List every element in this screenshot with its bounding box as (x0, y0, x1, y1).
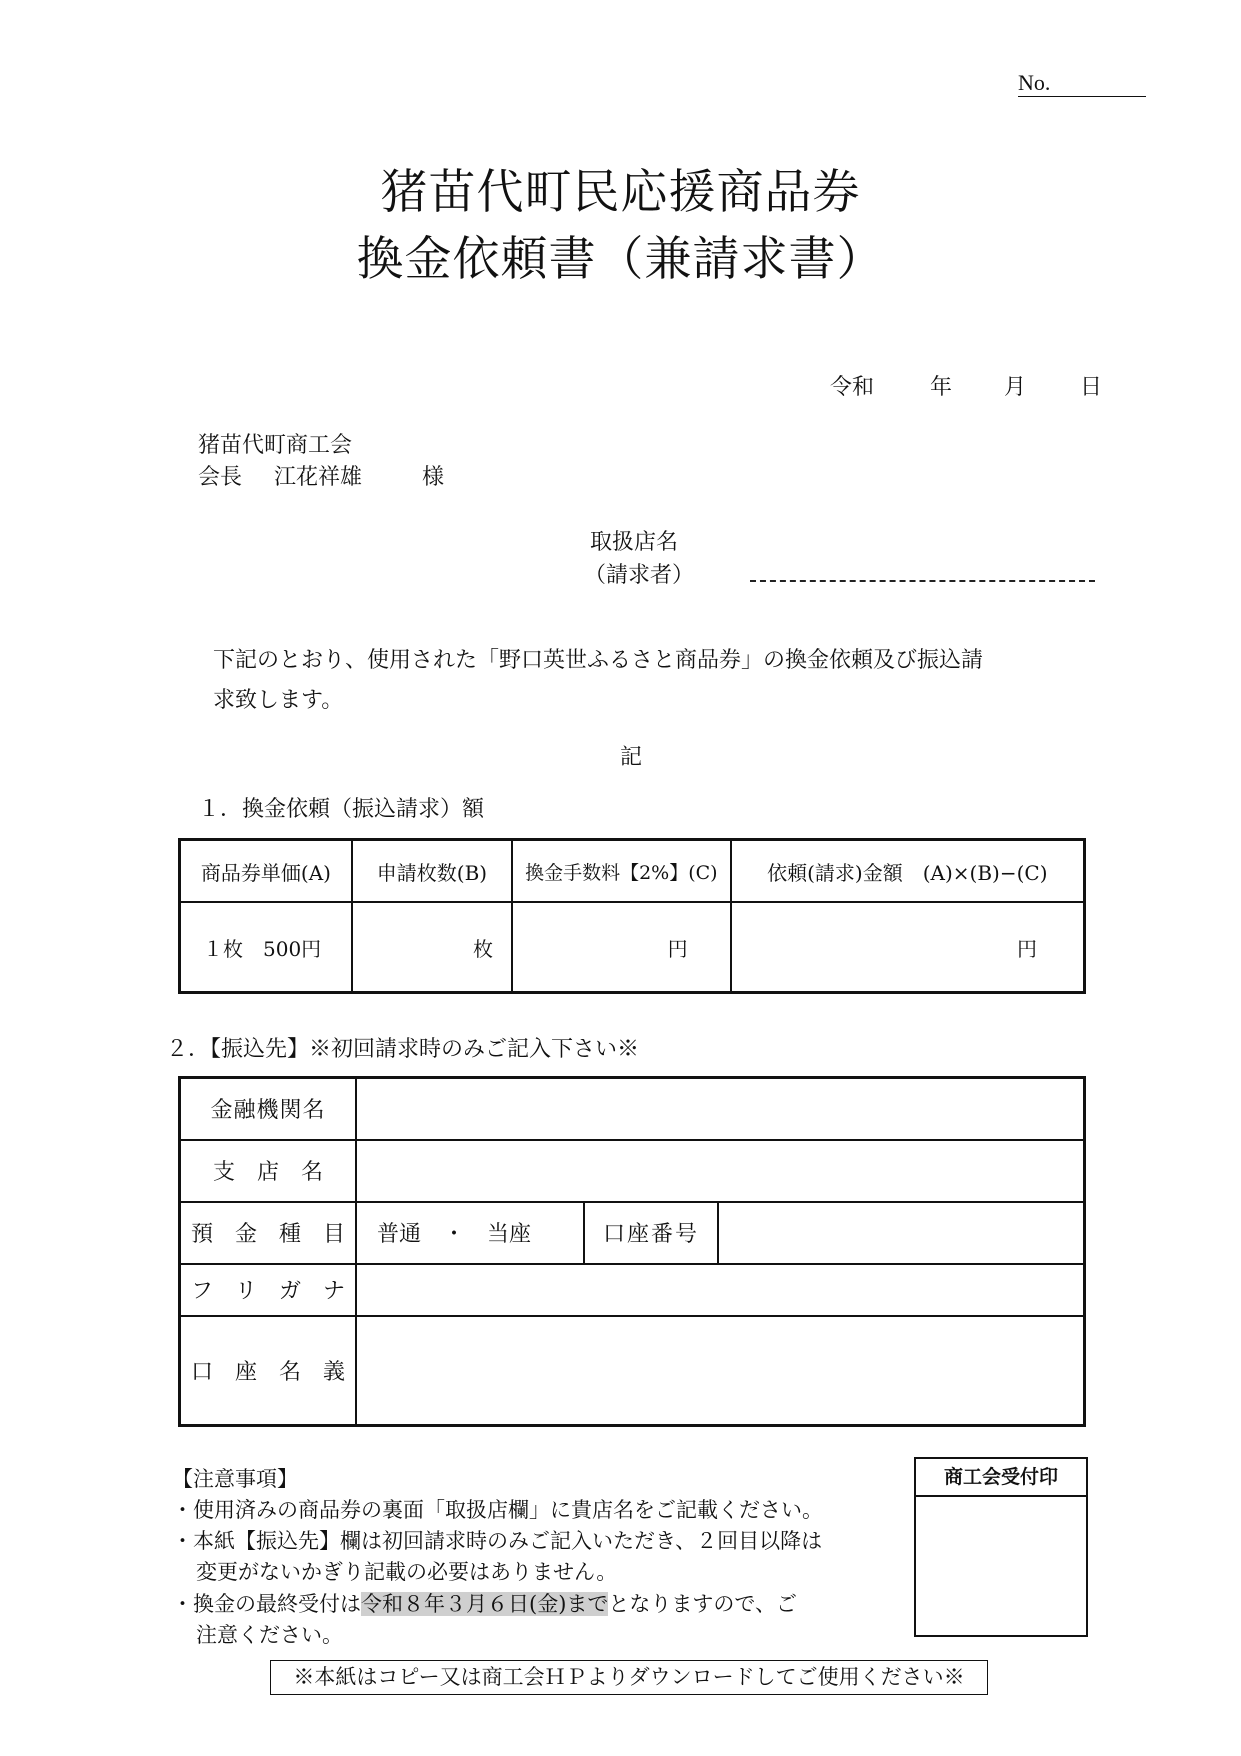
unit-price-text: １枚 500円 (203, 936, 322, 961)
note-item-2-cont: 変更がないかぎり記載の必要はありません。 (196, 1560, 618, 1584)
note-item-1: ・使用済みの商品券の裏面「取扱店欄」に貴店名をご記載ください。 (172, 1498, 823, 1522)
note-item-3-post: となりますので、ご (608, 1592, 797, 1616)
account-type-label: 預 金 種 目 (180, 1202, 357, 1264)
addressee-title: 会長 (198, 465, 243, 490)
applicant-name-field[interactable] (750, 580, 1095, 582)
addressee-org: 猪苗代町商工会 (198, 433, 353, 458)
title-line-1: 猪苗代町民応援商品券 (380, 165, 861, 220)
branch-label: 支 店 名 (180, 1140, 357, 1202)
bank-name-label: 金融機関名 (180, 1078, 357, 1140)
fee-field[interactable] (512, 902, 731, 993)
ki-heading: 記 (620, 745, 643, 770)
count-field[interactable] (352, 902, 512, 993)
intro-line-1: 下記のとおり、使用された「野口英世ふるさと商品券」の換金依頼及び振込請 (213, 648, 984, 673)
reception-stamp-box (914, 1457, 1088, 1637)
account-number-label: 口座番号 (584, 1202, 718, 1264)
fee-unit: 円 (667, 936, 688, 961)
bank-name-field[interactable] (356, 1078, 1085, 1140)
note-item-2: ・本紙【振込先】欄は初回請求時のみご記入いただき、２回目以降は (172, 1529, 823, 1553)
applicant-label: 取扱店名 (590, 530, 679, 555)
account-type-options[interactable] (356, 1202, 584, 1264)
addressee-honorific: 様 (422, 465, 445, 490)
unit-price-value (180, 902, 352, 993)
intro-line-2: 求致します。 (213, 688, 344, 713)
section2-heading: ２．【振込先】※初回請求時のみご記入下さい※ (166, 1037, 640, 1062)
note-item-3-pre: ・換金の最終受付は (172, 1592, 361, 1616)
header-unit-price: 商品券単価(A) (180, 840, 352, 903)
addressee-name: 江花祥雄 (274, 465, 363, 490)
date-month: 月 (1004, 375, 1027, 400)
header-fee: 換金手数料【2%】(C) (512, 840, 731, 903)
footer-notice: ※本紙はコピー又は商工会ＨＰよりダウンロードしてご使用ください※ (270, 1660, 988, 1695)
account-holder-field[interactable] (356, 1316, 1085, 1426)
date-year: 年 (930, 375, 953, 400)
amount-field[interactable] (731, 902, 1085, 993)
title-line-2: 換金依頼書（兼請求書） (356, 232, 885, 287)
deadline-highlight: 令和８年３月６日(金)まで (361, 1592, 609, 1616)
branch-field[interactable] (356, 1140, 1085, 1202)
header-count: 申請枚数(B) (352, 840, 512, 903)
furigana-label: フ リ ガ ナ (180, 1264, 357, 1316)
account-holder-label: 口 座 名 義 (180, 1316, 357, 1426)
note-item-3-cont: 注意ください。 (196, 1623, 343, 1647)
reception-stamp-label: 商工会受付印 (916, 1459, 1086, 1497)
note-item-3 (172, 1588, 797, 1618)
document-number-field[interactable] (1018, 96, 1146, 97)
document-number-label: No. (1018, 70, 1051, 95)
section1-heading: １．換金依頼（振込請求）額 (198, 797, 485, 822)
applicant-sublabel: （請求者） (584, 563, 695, 588)
account-number-field[interactable] (718, 1202, 1085, 1264)
account-type-text: 普通 ・ 当座 (377, 1222, 532, 1247)
date-era: 令和 (830, 375, 875, 400)
count-unit: 枚 (473, 936, 494, 961)
notes-heading: 【注意事項】 (172, 1467, 298, 1491)
amount-table (178, 838, 1086, 994)
furigana-field[interactable] (356, 1264, 1085, 1316)
amount-unit: 円 (1017, 936, 1037, 961)
header-amount: 依頼(請求)金額 (A)×(B)−(C) (731, 840, 1085, 903)
date-day: 日 (1080, 375, 1103, 400)
bank-table (178, 1076, 1086, 1427)
